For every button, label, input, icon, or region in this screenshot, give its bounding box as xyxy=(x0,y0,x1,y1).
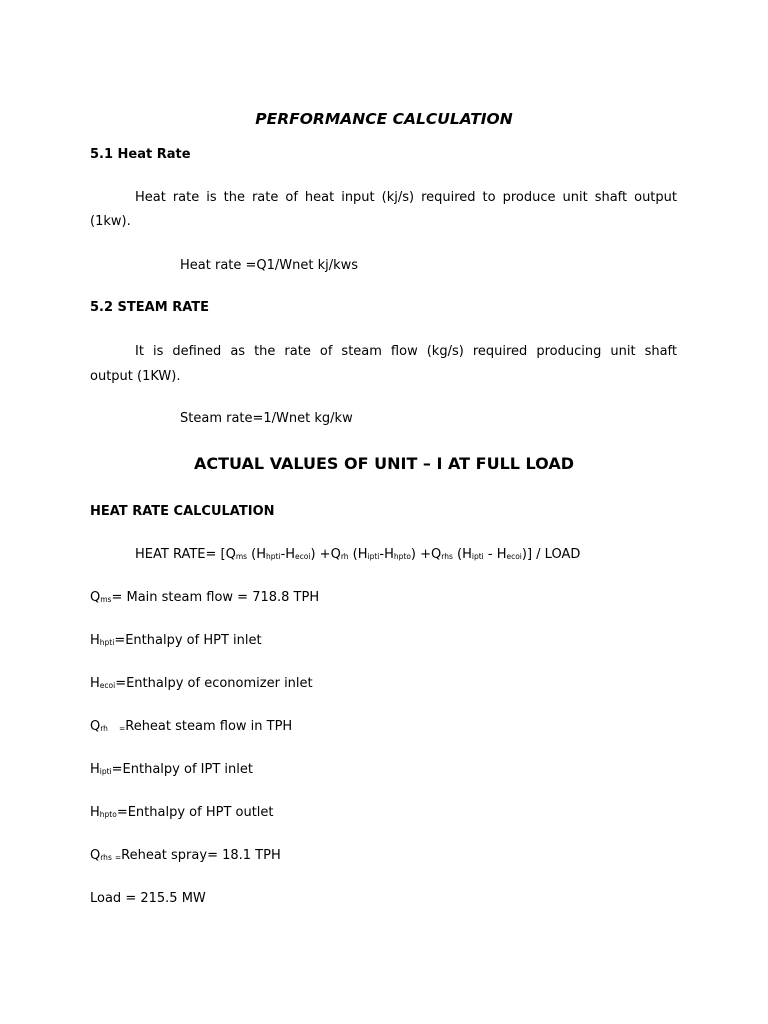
formula-text: )] / LOAD xyxy=(521,547,581,562)
definition-symbol: H xyxy=(90,633,100,648)
formula-subscript: rh xyxy=(340,552,349,561)
definition-main-steam-flow xyxy=(90,590,319,609)
formula-subscript: ipti xyxy=(471,552,484,561)
definition-hpt-outlet-enthalpy xyxy=(90,805,274,824)
definition-symbol: H xyxy=(90,676,100,691)
definition-load: Load = 215.5 MW xyxy=(90,891,206,906)
formula-text: (H xyxy=(247,547,267,562)
heat-rate-equation: Heat rate =Q1/Wnet kj/kws xyxy=(180,258,359,273)
definition-text: =Enthalpy of HPT inlet xyxy=(114,633,262,648)
formula-text: HEAT RATE= [Q xyxy=(135,547,236,562)
definition-economizer-inlet-enthalpy xyxy=(90,676,313,695)
definition-subscript: ms xyxy=(100,595,112,604)
definition-symbol: Q xyxy=(90,719,101,734)
definition-subscript: ipti xyxy=(99,767,112,776)
definition-symbol: H xyxy=(90,762,100,777)
formula-text: ) +Q xyxy=(310,547,341,562)
heat-rate-formula xyxy=(135,547,580,566)
page-title: PERFORMANCE CALCULATION xyxy=(255,110,513,128)
formula-subscript: rhs xyxy=(441,552,453,561)
formula-text: -H xyxy=(280,547,296,562)
section-heading-heat-rate: 5.1 Heat Rate xyxy=(90,147,191,162)
definition-text: =Enthalpy of IPT inlet xyxy=(111,762,253,777)
formula-subscript: hpto xyxy=(393,552,411,561)
definition-text: =Enthalpy of HPT outlet xyxy=(116,805,274,820)
definition-text: = Main steam flow = 718.8 TPH xyxy=(111,590,320,605)
steam-rate-equation: Steam rate=1/Wnet kg/kw xyxy=(180,411,353,426)
definition-symbol: H xyxy=(90,805,100,820)
formula-text: ) +Q xyxy=(410,547,442,562)
definition-reheat-spray xyxy=(90,848,281,867)
actual-values-title: ACTUAL VALUES OF UNIT – I AT FULL LOAD xyxy=(194,454,574,473)
formula-subscript: ecoi xyxy=(506,552,522,561)
definition-subscript: hpti xyxy=(99,638,115,647)
formula-text: (H xyxy=(348,547,368,562)
formula-text: - H xyxy=(483,547,507,562)
definition-text: =Enthalpy of economizer inlet xyxy=(115,676,313,691)
formula-subscript: ms xyxy=(235,552,248,561)
definition-reheat-steam-flow xyxy=(90,719,292,738)
steam-rate-paragraph-line-1: It is defined as the rate of steam flow (kg/s) required producing unit shaft xyxy=(135,344,677,359)
definition-subscript: hpto xyxy=(99,810,117,819)
definition-symbol: Q xyxy=(90,848,101,863)
formula-text: -H xyxy=(379,547,394,562)
definition-subscript: rh xyxy=(100,724,108,733)
definition-text: Reheat spray= 18.1 TPH xyxy=(121,848,281,863)
section-heading-steam-rate: 5.2 STEAM RATE xyxy=(90,300,209,315)
definition-subscript-equals: = xyxy=(114,853,122,862)
formula-text: (H xyxy=(452,547,472,562)
formula-subscript: hpti xyxy=(266,552,281,561)
definition-subscript-equals: = xyxy=(118,724,126,733)
definition-subscript: rhs xyxy=(100,853,112,862)
formula-subscript: ecoi xyxy=(295,552,311,561)
heat-rate-calculation-heading: HEAT RATE CALCULATION xyxy=(90,504,275,519)
definition-text: Reheat steam flow in TPH xyxy=(125,719,293,734)
definition-hpt-inlet-enthalpy xyxy=(90,633,262,652)
steam-rate-paragraph-line-2: output (1KW). xyxy=(90,369,181,384)
definition-ipt-inlet-enthalpy xyxy=(90,762,253,781)
definition-symbol: Q xyxy=(90,590,101,605)
heat-rate-paragraph-line-2: (1kw). xyxy=(90,214,131,229)
definition-subscript: ecoi xyxy=(99,681,116,690)
formula-subscript: ipti xyxy=(367,552,380,561)
heat-rate-paragraph-line-1: Heat rate is the rate of heat input (kj/s) required to produce unit shaft output xyxy=(135,190,677,205)
